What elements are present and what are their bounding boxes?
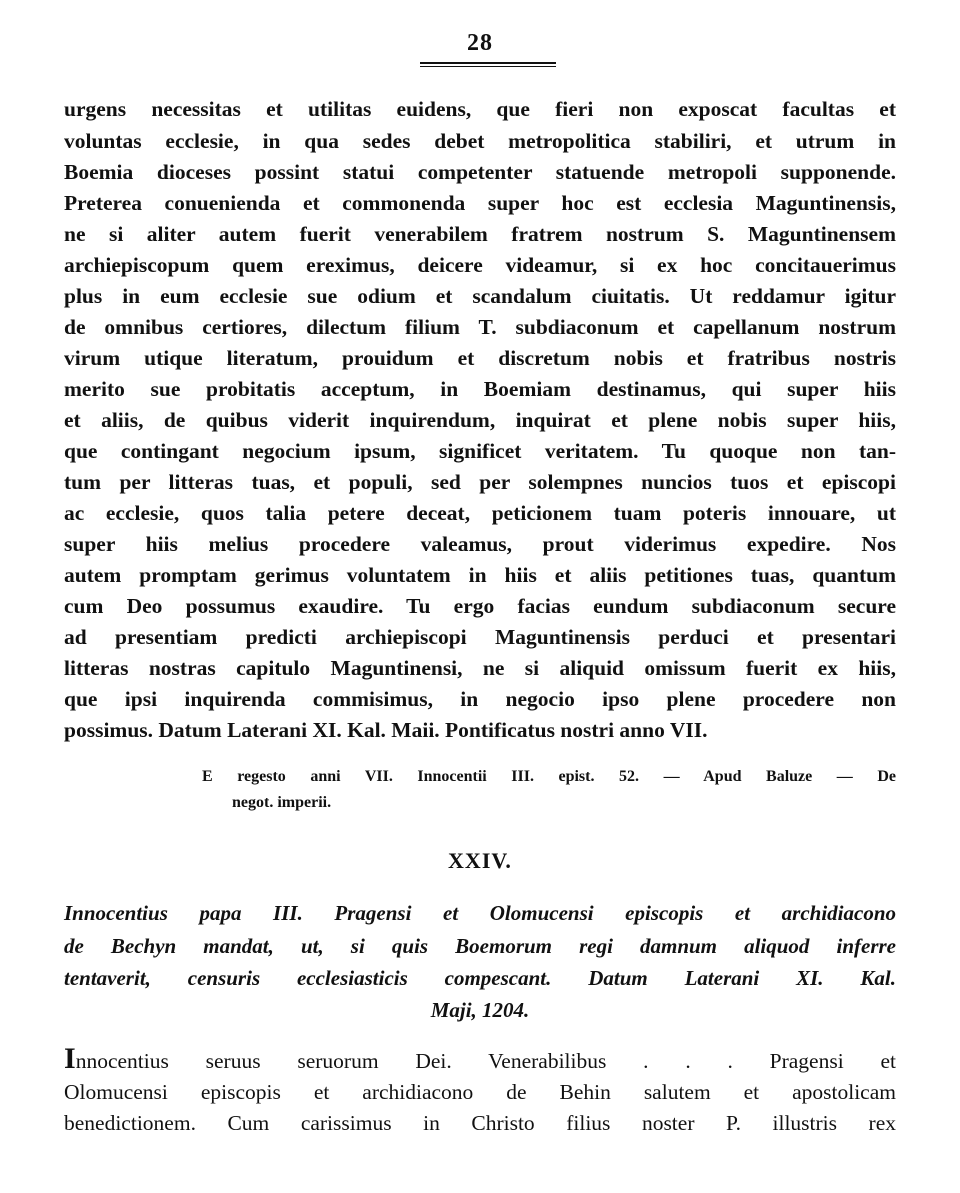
text-line: litteras nostras capitulo Maguntinensi, ne si aliquid omissum fuerit ex hiis, xyxy=(64,656,896,680)
source-note-line: negot. imperii. xyxy=(232,794,332,811)
text-line: voluntas ecclesie, in qua sedes debet metropolitica stabiliri, et utrum in xyxy=(64,129,896,153)
text-line: merito sue probitatis acceptum, in Boemiam destinamus, qui super hiis xyxy=(64,377,896,401)
summary-line: Innocentius papa III. Pragensi et Olomucensi episcopis et archidiacono xyxy=(64,901,896,925)
text-line: ad presentiam predicti archiepiscopi Maguntinensis perduci et presentari xyxy=(64,625,896,649)
document-heading: XXIV. xyxy=(448,848,512,873)
text-line: virum utique literatum, prouidum et discretum nobis et fratribus nostris xyxy=(64,346,896,370)
text-line: Boemia dioceses possint statui competenter statuende metropoli supponende. xyxy=(64,160,896,184)
text-line: urgens necessitas et utilitas euidens, que fieri non exposcat facultas et xyxy=(64,97,896,121)
body-line: Olomucensi episcopis et archidiacono de Behin salutem et apostolicam xyxy=(64,1080,896,1104)
drop-cap: I xyxy=(64,1042,76,1075)
text-line: archiepiscopum quem ereximus, deicere videamur, si ex hoc concitauerimus xyxy=(64,253,896,277)
text-line: que contingant negocium ipsum, significet veritatem. Tu quoque non tan- xyxy=(64,439,896,463)
text-line: de omnibus certiores, dilectum filium T. subdiaconum et capellanum nostrum xyxy=(64,315,896,339)
body-line xyxy=(64,1042,896,1076)
text-line: ne si aliter autem fuerit venerabilem fratrem nostrum S. Maguntinensem xyxy=(64,222,896,246)
text-line: Preterea conuenienda et commonenda super hoc est ecclesia Maguntinensis, xyxy=(64,191,896,215)
body-line: benedictionem. Cum carissimus in Christo filius noster P. illustris rex xyxy=(64,1111,896,1135)
summary-line: tentaverit, censuris ecclesiasticis compescant. Datum Laterani XI. Kal. xyxy=(64,966,896,990)
text-line: et aliis, de quibus viderit inquirendum, inquirat et plene nobis super hiis, xyxy=(64,408,896,432)
text-line: possimus. Datum Laterani XI. Kal. Maii. Pontificatus nostri anno VII. xyxy=(64,718,708,742)
text-line: super hiis melius procedere valeamus, prout viderimus expedire. Nos xyxy=(64,532,896,556)
body-line-rest: nnocentius seruus seruorum Dei. Venerabilibus . . . Pragensi et xyxy=(75,1049,896,1073)
text-line: tum per litteras tuas, et populi, sed per solempnes nuncios tuos et episcopi xyxy=(64,470,896,494)
summary-line: de Bechyn mandat, ut, si quis Boemorum regi damnum aliquod inferre xyxy=(64,934,896,958)
page-number: 28 xyxy=(467,30,493,56)
source-note-line: E regesto anni VII. Innocentii III. epist. 52. — Apud Baluze — De xyxy=(202,768,896,785)
text-line: cum Deo possumus exaudire. Tu ergo facias eundum subdiaconum secure xyxy=(64,594,896,618)
header-rule-thin xyxy=(420,66,556,67)
text-line: autem promptam gerimus voluntatem in hiis et aliis petitiones tuas, quantum xyxy=(64,563,896,587)
header-rule xyxy=(420,62,556,64)
text-line: que ipsi inquirenda commisimus, in negocio ipso plene procedere non xyxy=(64,687,896,711)
summary-line: Maji, 1204. xyxy=(430,998,530,1022)
text-line: plus in eum ecclesie sue odium et scandalum ciuitatis. Ut reddamur igitur xyxy=(64,284,896,308)
text-line: ac ecclesie, quos talia petere deceat, peticionem tuam poteris innouare, ut xyxy=(64,501,896,525)
